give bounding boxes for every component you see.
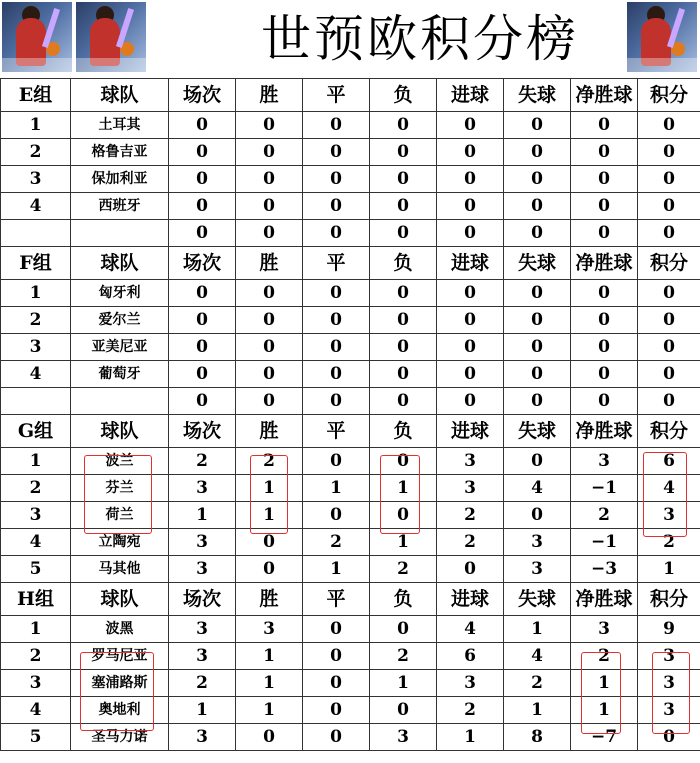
cell-lost: 0 xyxy=(370,388,437,415)
column-header-won: 胜 xyxy=(236,247,303,280)
cell-lost: 0 xyxy=(370,112,437,139)
cell-lost: 1 xyxy=(370,529,437,556)
cell-goals-against: 0 xyxy=(504,361,571,388)
cell-drawn: 1 xyxy=(303,475,370,502)
cell-goals-for: 4 xyxy=(437,616,504,643)
cell-goal-diff: 1 xyxy=(571,670,638,697)
cell-won: 0 xyxy=(236,361,303,388)
cell-goals-for: 0 xyxy=(437,139,504,166)
cell-goals-against: 8 xyxy=(504,724,571,751)
cell-rank: 1 xyxy=(1,448,71,475)
column-header-team: 球队 xyxy=(71,247,169,280)
cell-lost: 2 xyxy=(370,556,437,583)
cell-team xyxy=(71,388,169,415)
cell-rank: 2 xyxy=(1,139,71,166)
cell-lost: 0 xyxy=(370,139,437,166)
cell-points: 2 xyxy=(638,529,700,556)
cell-played: 1 xyxy=(169,697,236,724)
cell-goal-diff: 0 xyxy=(571,334,638,361)
cell-won: 0 xyxy=(236,112,303,139)
cell-goal-diff: 3 xyxy=(571,616,638,643)
group-header-row xyxy=(1,583,700,616)
cell-rank xyxy=(1,388,71,415)
column-header-goal-diff: 净胜球 xyxy=(571,79,638,112)
column-header-points: 积分 xyxy=(638,79,700,112)
cell-rank: 1 xyxy=(1,112,71,139)
cell-won: 0 xyxy=(236,556,303,583)
column-header-lost: 负 xyxy=(370,415,437,448)
cell-drawn: 0 xyxy=(303,193,370,220)
cell-team: 马其他 xyxy=(71,556,169,583)
column-header-played: 场次 xyxy=(169,79,236,112)
column-header-lost: 负 xyxy=(370,247,437,280)
cell-lost: 0 xyxy=(370,502,437,529)
cell-goal-diff: 0 xyxy=(571,388,638,415)
cell-goals-against: 0 xyxy=(504,307,571,334)
cell-goals-against: 0 xyxy=(504,388,571,415)
cell-lost: 0 xyxy=(370,220,437,247)
cell-drawn: 0 xyxy=(303,388,370,415)
cell-rank: 4 xyxy=(1,361,71,388)
cell-played: 0 xyxy=(169,334,236,361)
cell-won: 1 xyxy=(236,670,303,697)
cell-goals-for: 0 xyxy=(437,361,504,388)
cell-played: 0 xyxy=(169,361,236,388)
cell-goals-against: 4 xyxy=(504,643,571,670)
cell-goals-against: 0 xyxy=(504,193,571,220)
table-row xyxy=(1,307,700,334)
table-row xyxy=(1,166,700,193)
cell-points: 0 xyxy=(638,388,700,415)
column-header-team: 球队 xyxy=(71,415,169,448)
cell-goals-for: 0 xyxy=(437,388,504,415)
column-header-won: 胜 xyxy=(236,583,303,616)
cell-points: 0 xyxy=(638,334,700,361)
table-row xyxy=(1,139,700,166)
cell-rank: 4 xyxy=(1,697,71,724)
cell-points: 0 xyxy=(638,280,700,307)
cell-rank: 2 xyxy=(1,643,71,670)
cell-rank: 1 xyxy=(1,616,71,643)
cell-played: 3 xyxy=(169,643,236,670)
column-header-goal-diff: 净胜球 xyxy=(571,247,638,280)
cell-rank xyxy=(1,220,71,247)
header xyxy=(0,0,700,78)
table-row xyxy=(1,112,700,139)
cell-goals-against: 2 xyxy=(504,670,571,697)
cell-rank: 4 xyxy=(1,193,71,220)
cell-rank: 5 xyxy=(1,556,71,583)
cell-drawn: 0 xyxy=(303,112,370,139)
cell-rank: 3 xyxy=(1,670,71,697)
table-row xyxy=(1,280,700,307)
table-row xyxy=(1,724,700,751)
cell-goals-for: 3 xyxy=(437,448,504,475)
cell-drawn: 0 xyxy=(303,334,370,361)
column-header-points: 积分 xyxy=(638,247,700,280)
cell-goals-against: 1 xyxy=(504,616,571,643)
cell-lost: 0 xyxy=(370,616,437,643)
cell-goals-for: 0 xyxy=(437,193,504,220)
group-header-row xyxy=(1,247,700,280)
cell-goals-for: 0 xyxy=(437,220,504,247)
cell-won: 0 xyxy=(236,307,303,334)
cell-won: 1 xyxy=(236,475,303,502)
cell-rank: 2 xyxy=(1,307,71,334)
cell-rank: 5 xyxy=(1,724,71,751)
cell-rank: 1 xyxy=(1,280,71,307)
cell-points: 1 xyxy=(638,556,700,583)
cell-points: 0 xyxy=(638,139,700,166)
standings-table xyxy=(0,78,700,751)
cell-won: 3 xyxy=(236,616,303,643)
column-header-goals-for: 进球 xyxy=(437,415,504,448)
cell-played: 3 xyxy=(169,616,236,643)
column-header-played: 场次 xyxy=(169,415,236,448)
cell-goal-diff: −7 xyxy=(571,724,638,751)
cell-team: 爱尔兰 xyxy=(71,307,169,334)
cell-goals-against: 0 xyxy=(504,334,571,361)
cell-lost: 3 xyxy=(370,724,437,751)
column-header-lost: 负 xyxy=(370,583,437,616)
column-header-drawn: 平 xyxy=(303,247,370,280)
cell-goal-diff: 0 xyxy=(571,280,638,307)
cell-points: 3 xyxy=(638,502,700,529)
cell-played: 0 xyxy=(169,139,236,166)
column-header-goal-diff: 净胜球 xyxy=(571,583,638,616)
cell-won: 2 xyxy=(236,448,303,475)
cell-team: 荷兰 xyxy=(71,502,169,529)
column-header-goals-against: 失球 xyxy=(504,583,571,616)
cell-won: 0 xyxy=(236,193,303,220)
cell-team: 保加利亚 xyxy=(71,166,169,193)
group-header-row xyxy=(1,79,700,112)
cell-played: 0 xyxy=(169,280,236,307)
cell-team: 奥地利 xyxy=(71,697,169,724)
cell-played: 2 xyxy=(169,670,236,697)
cell-team: 芬兰 xyxy=(71,475,169,502)
cell-team: 葡萄牙 xyxy=(71,361,169,388)
cell-team xyxy=(71,220,169,247)
cell-won: 0 xyxy=(236,220,303,247)
cell-rank: 2 xyxy=(1,475,71,502)
table-row xyxy=(1,220,700,247)
cell-team: 西班牙 xyxy=(71,193,169,220)
table-row xyxy=(1,556,700,583)
cell-team: 格鲁吉亚 xyxy=(71,139,169,166)
column-header-lost: 负 xyxy=(370,79,437,112)
cell-points: 3 xyxy=(638,643,700,670)
cell-goals-for: 0 xyxy=(437,280,504,307)
cell-goal-diff: 1 xyxy=(571,697,638,724)
cell-goal-diff: 0 xyxy=(571,220,638,247)
column-header-goals-against: 失球 xyxy=(504,79,571,112)
cell-team: 塞浦路斯 xyxy=(71,670,169,697)
cell-points: 0 xyxy=(638,724,700,751)
cell-goal-diff: 3 xyxy=(571,448,638,475)
column-header-played: 场次 xyxy=(169,583,236,616)
group-name: F组 xyxy=(1,247,71,280)
cell-lost: 0 xyxy=(370,166,437,193)
cell-drawn: 0 xyxy=(303,307,370,334)
table-row xyxy=(1,334,700,361)
table-row xyxy=(1,529,700,556)
cell-won: 1 xyxy=(236,697,303,724)
column-header-team: 球队 xyxy=(71,79,169,112)
cell-rank: 3 xyxy=(1,166,71,193)
cell-team: 波兰 xyxy=(71,448,169,475)
cell-played: 0 xyxy=(169,307,236,334)
cell-team: 土耳其 xyxy=(71,112,169,139)
cell-won: 0 xyxy=(236,139,303,166)
cell-points: 0 xyxy=(638,112,700,139)
cell-lost: 0 xyxy=(370,334,437,361)
cell-goals-for: 2 xyxy=(437,502,504,529)
column-header-goals-for: 进球 xyxy=(437,583,504,616)
cell-played: 3 xyxy=(169,475,236,502)
column-header-drawn: 平 xyxy=(303,583,370,616)
cell-goal-diff: 0 xyxy=(571,193,638,220)
cell-goal-diff: 0 xyxy=(571,139,638,166)
column-header-won: 胜 xyxy=(236,415,303,448)
column-header-goals-against: 失球 xyxy=(504,415,571,448)
cell-drawn: 0 xyxy=(303,448,370,475)
cell-played: 1 xyxy=(169,502,236,529)
cell-goals-against: 1 xyxy=(504,697,571,724)
cell-team: 匈牙利 xyxy=(71,280,169,307)
table-row xyxy=(1,643,700,670)
cell-won: 1 xyxy=(236,502,303,529)
cell-rank: 3 xyxy=(1,502,71,529)
cell-goals-for: 2 xyxy=(437,697,504,724)
cell-goals-against: 0 xyxy=(504,448,571,475)
column-header-goals-for: 进球 xyxy=(437,79,504,112)
cell-goals-against: 0 xyxy=(504,280,571,307)
cell-goals-for: 3 xyxy=(437,475,504,502)
table-row xyxy=(1,502,700,529)
cell-rank: 4 xyxy=(1,529,71,556)
logo-image-left-2 xyxy=(76,2,146,72)
cell-lost: 0 xyxy=(370,448,437,475)
page-title: 世预欧积分榜 xyxy=(261,10,579,68)
cell-played: 0 xyxy=(169,112,236,139)
cell-points: 4 xyxy=(638,475,700,502)
cell-played: 0 xyxy=(169,220,236,247)
column-header-goals-for: 进球 xyxy=(437,247,504,280)
cell-played: 0 xyxy=(169,388,236,415)
cell-goals-against: 0 xyxy=(504,112,571,139)
cell-goal-diff: −1 xyxy=(571,475,638,502)
cell-points: 6 xyxy=(638,448,700,475)
column-header-played: 场次 xyxy=(169,247,236,280)
cell-goals-against: 3 xyxy=(504,556,571,583)
cell-drawn: 0 xyxy=(303,166,370,193)
cell-goal-diff: 0 xyxy=(571,361,638,388)
cell-points: 3 xyxy=(638,697,700,724)
cell-team: 圣马力诺 xyxy=(71,724,169,751)
cell-played: 0 xyxy=(169,193,236,220)
cell-drawn: 0 xyxy=(303,724,370,751)
cell-goal-diff: 0 xyxy=(571,112,638,139)
column-header-drawn: 平 xyxy=(303,79,370,112)
cell-goals-for: 2 xyxy=(437,529,504,556)
cell-lost: 1 xyxy=(370,670,437,697)
cell-goals-for: 0 xyxy=(437,166,504,193)
table-row xyxy=(1,361,700,388)
cell-points: 0 xyxy=(638,220,700,247)
cell-lost: 1 xyxy=(370,475,437,502)
cell-goal-diff: 0 xyxy=(571,307,638,334)
cell-played: 3 xyxy=(169,529,236,556)
cell-drawn: 2 xyxy=(303,529,370,556)
column-header-points: 积分 xyxy=(638,415,700,448)
cell-rank: 3 xyxy=(1,334,71,361)
cell-goals-against: 4 xyxy=(504,475,571,502)
cell-goals-against: 0 xyxy=(504,502,571,529)
cell-goals-against: 0 xyxy=(504,139,571,166)
cell-won: 0 xyxy=(236,166,303,193)
cell-won: 0 xyxy=(236,724,303,751)
table-row xyxy=(1,448,700,475)
cell-goals-for: 0 xyxy=(437,307,504,334)
cell-drawn: 0 xyxy=(303,502,370,529)
cell-points: 9 xyxy=(638,616,700,643)
cell-won: 0 xyxy=(236,529,303,556)
cell-drawn: 0 xyxy=(303,139,370,166)
cell-goal-diff: 0 xyxy=(571,166,638,193)
cell-goals-against: 0 xyxy=(504,166,571,193)
cell-goals-for: 0 xyxy=(437,556,504,583)
cell-goals-against: 0 xyxy=(504,220,571,247)
cell-team: 立陶宛 xyxy=(71,529,169,556)
cell-drawn: 0 xyxy=(303,697,370,724)
logo-image-left-1 xyxy=(2,2,72,72)
column-header-points: 积分 xyxy=(638,583,700,616)
group-header-row xyxy=(1,415,700,448)
cell-won: 1 xyxy=(236,643,303,670)
cell-team: 波黑 xyxy=(71,616,169,643)
group-name: E组 xyxy=(1,79,71,112)
cell-lost: 0 xyxy=(370,697,437,724)
cell-lost: 0 xyxy=(370,361,437,388)
table-row xyxy=(1,670,700,697)
cell-team: 罗马尼亚 xyxy=(71,643,169,670)
cell-points: 0 xyxy=(638,307,700,334)
cell-goals-for: 0 xyxy=(437,112,504,139)
cell-drawn: 0 xyxy=(303,280,370,307)
cell-goals-for: 0 xyxy=(437,334,504,361)
column-header-team: 球队 xyxy=(71,583,169,616)
cell-drawn: 0 xyxy=(303,616,370,643)
cell-goal-diff: −3 xyxy=(571,556,638,583)
cell-points: 0 xyxy=(638,166,700,193)
cell-lost: 0 xyxy=(370,307,437,334)
cell-goals-for: 1 xyxy=(437,724,504,751)
cell-won: 0 xyxy=(236,334,303,361)
table-row xyxy=(1,475,700,502)
table-row xyxy=(1,193,700,220)
cell-played: 0 xyxy=(169,166,236,193)
cell-goals-for: 6 xyxy=(437,643,504,670)
cell-drawn: 1 xyxy=(303,556,370,583)
group-name: G组 xyxy=(1,415,71,448)
cell-goals-against: 3 xyxy=(504,529,571,556)
cell-goal-diff: 2 xyxy=(571,643,638,670)
cell-played: 2 xyxy=(169,448,236,475)
cell-played: 3 xyxy=(169,556,236,583)
cell-goal-diff: 2 xyxy=(571,502,638,529)
cell-played: 3 xyxy=(169,724,236,751)
group-name: H组 xyxy=(1,583,71,616)
cell-lost: 0 xyxy=(370,193,437,220)
table-row xyxy=(1,616,700,643)
cell-points: 0 xyxy=(638,361,700,388)
cell-lost: 2 xyxy=(370,643,437,670)
column-header-goals-against: 失球 xyxy=(504,247,571,280)
cell-lost: 0 xyxy=(370,280,437,307)
cell-goals-for: 3 xyxy=(437,670,504,697)
cell-won: 0 xyxy=(236,280,303,307)
cell-drawn: 0 xyxy=(303,643,370,670)
cell-drawn: 0 xyxy=(303,220,370,247)
column-header-won: 胜 xyxy=(236,79,303,112)
table-row xyxy=(1,697,700,724)
column-header-drawn: 平 xyxy=(303,415,370,448)
cell-points: 3 xyxy=(638,670,700,697)
cell-points: 0 xyxy=(638,193,700,220)
cell-team: 亚美尼亚 xyxy=(71,334,169,361)
cell-goal-diff: −1 xyxy=(571,529,638,556)
table-row xyxy=(1,388,700,415)
cell-drawn: 0 xyxy=(303,670,370,697)
cell-drawn: 0 xyxy=(303,361,370,388)
column-header-goal-diff: 净胜球 xyxy=(571,415,638,448)
cell-won: 0 xyxy=(236,388,303,415)
